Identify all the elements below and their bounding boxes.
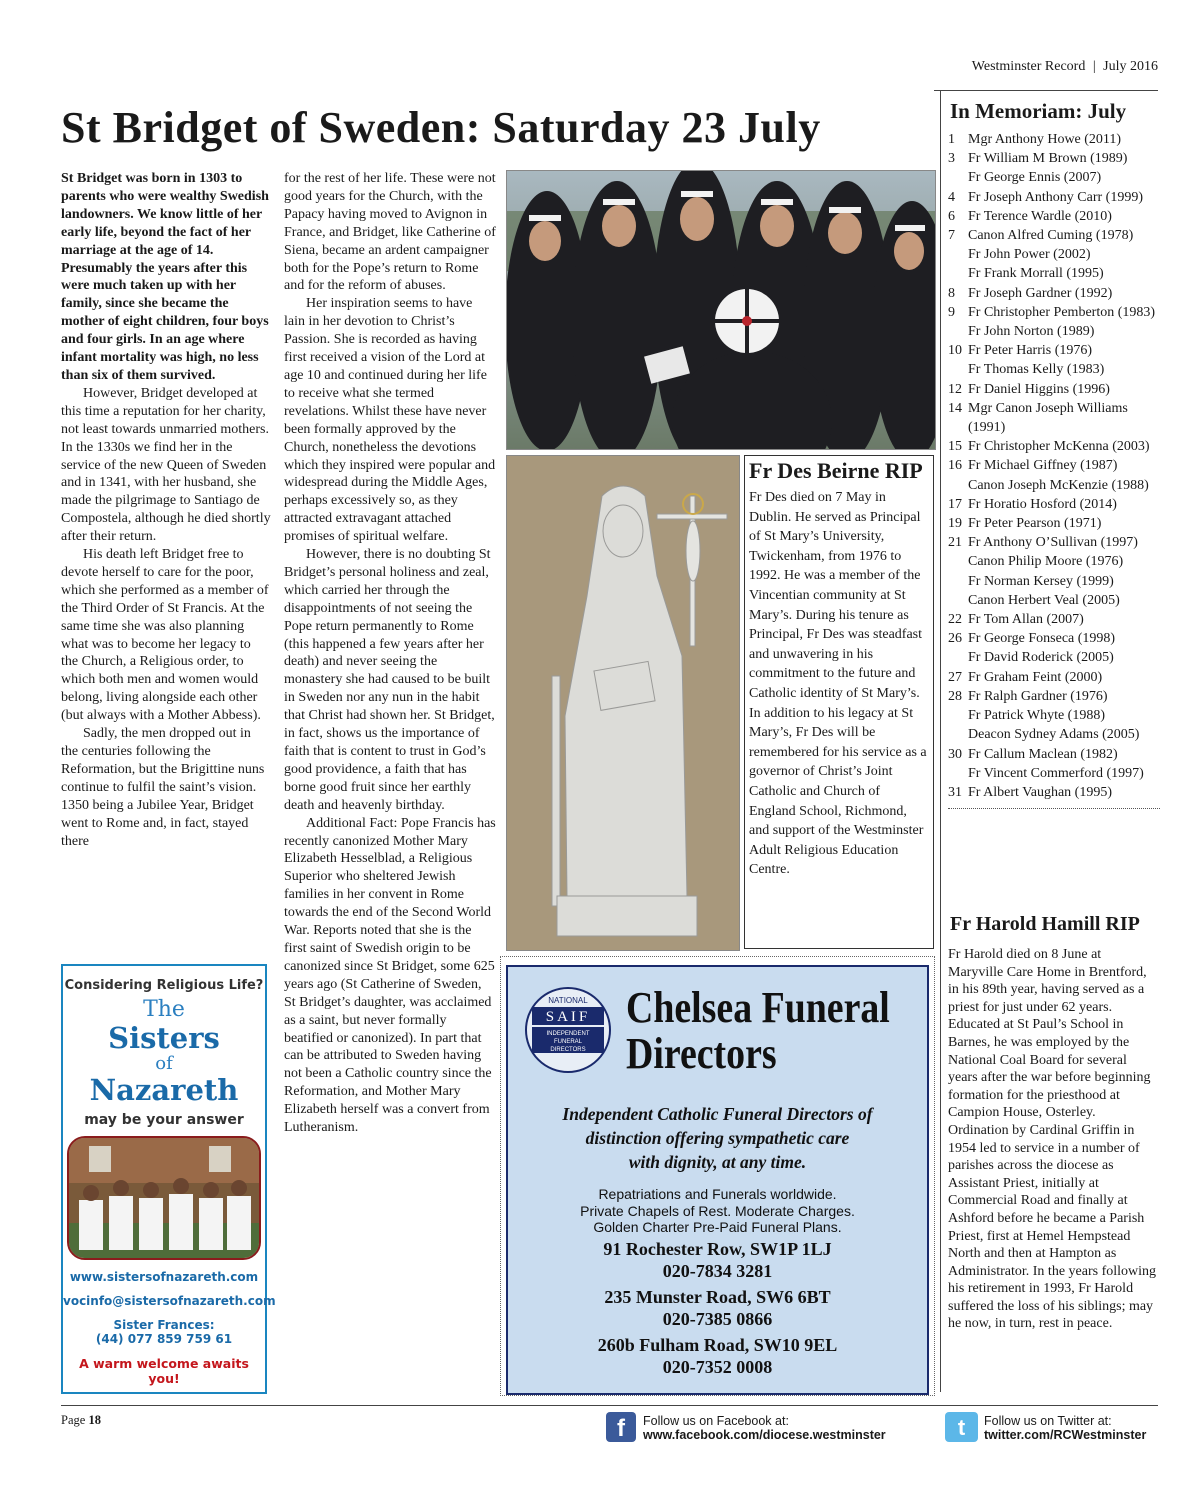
memoriam-entry	[948, 687, 1160, 706]
in-memoriam	[948, 99, 1160, 809]
memoriam-name: Fr Frank Morrall (1995)	[968, 266, 1104, 282]
publication-name: Westminster Record	[971, 59, 1086, 74]
memoriam-list	[948, 130, 1160, 802]
memoriam-entry	[948, 629, 1160, 648]
saif-logo-national: NATIONAL	[548, 996, 588, 1005]
memoriam-name: Fr Daniel Higgins (1996)	[968, 381, 1110, 397]
ad-nazareth-word: Nazareth	[89, 1073, 239, 1107]
tagline-line-2: distinction offering sympathetic care	[585, 1128, 850, 1148]
des-beirne-obituary	[744, 455, 934, 949]
memoriam-day	[948, 648, 968, 667]
memoriam-entry	[948, 264, 1160, 283]
memoriam-name: Canon Alfred Cuming (1978)	[968, 228, 1134, 244]
facebook-link[interactable]: www.facebook.com/diocese.westminster	[643, 1428, 886, 1442]
memoriam-entry	[948, 533, 1160, 552]
article-column-2	[284, 170, 496, 1137]
memoriam-entry	[948, 745, 1160, 764]
memoriam-day: 14	[948, 400, 962, 416]
memoriam-entry	[948, 322, 1160, 341]
memoriam-day: 12	[948, 381, 962, 397]
memoriam-name: Fr Michael Giffney (1987)	[968, 458, 1118, 474]
memoriam-name: Fr Albert Vaughan (1995)	[968, 784, 1112, 800]
memoriam-day	[948, 360, 968, 379]
memoriam-entry	[948, 226, 1160, 245]
sisters-of-nazareth-ad[interactable]	[61, 964, 276, 1394]
memoriam-day: 15	[948, 439, 962, 455]
facebook-follow[interactable]	[643, 1414, 886, 1442]
chelsea-funeral-ad[interactable]	[506, 965, 929, 1395]
memoriam-entry	[948, 245, 1160, 264]
memoriam-day: 16	[948, 458, 962, 474]
ad-the: The	[143, 997, 185, 1022]
phone-2[interactable]: 020-7385 0866	[662, 1308, 773, 1329]
memoriam-day	[948, 725, 968, 744]
nuns-photo-illustration	[507, 171, 935, 449]
statue-photo	[506, 455, 740, 951]
memoriam-name: Canon Herbert Veal (2005)	[968, 592, 1120, 608]
memoriam-name: Mgr Anthony Howe (2011)	[968, 132, 1122, 147]
saif-logo-text: SAIF	[545, 1009, 591, 1025]
memoriam-name: Canon Joseph McKenzie (1988)	[968, 477, 1149, 493]
service-line-1: Repatriations and Funerals worldwide.	[598, 1186, 837, 1202]
twitter-text: Follow us on Twitter at:	[984, 1414, 1112, 1428]
memoriam-name: Fr Graham Feint (2000)	[968, 669, 1103, 685]
memoriam-entry	[948, 514, 1160, 533]
statue-illustration	[507, 456, 739, 950]
company-name-line-1: Chelsea Funeral	[626, 983, 890, 1032]
memoriam-name: Fr Ralph Gardner (1976)	[968, 688, 1108, 704]
memoriam-day: 31	[948, 784, 962, 800]
des-beirne-body: Fr Des died on 7 May in Dublin. He served as Principal of St Mary’s University, Twickenham, from 1976 to 1992. He was a member of the Vincentian community at St Mary’s. During his tenure as Principal, Fr Des was steadfast and unwavering in his commitment to the future and Catholic identity of St Mary’s. In addition to his legacy at St Mary’s, Fr Des will be remembered for his service as a governor of Christ’s Joint Catholic and Church of England School, Richmond, and support of the Westminster Adult Religious Education Centre.	[749, 490, 927, 878]
memoriam-day	[948, 591, 968, 610]
phone-1[interactable]: 020-7834 3281	[662, 1260, 773, 1281]
page-label: Page	[61, 1413, 86, 1427]
memoriam-divider	[948, 808, 1160, 809]
memoriam-entry	[948, 188, 1160, 207]
top-rule	[934, 90, 1158, 91]
memoriam-entry	[948, 552, 1160, 571]
memoriam-title: In Memoriam: July	[950, 99, 1127, 123]
memoriam-entry	[948, 783, 1160, 802]
address-3: 260b Fulham Road, SW10 9EL	[597, 1335, 838, 1355]
page-number	[61, 1413, 101, 1428]
memoriam-day: 3	[948, 151, 955, 167]
memoriam-day: 28	[948, 688, 962, 704]
memoriam-entry	[948, 168, 1160, 187]
twitter-icon[interactable]: t	[945, 1412, 978, 1442]
service-line-3: Golden Charter Pre-Paid Funeral Plans.	[593, 1219, 842, 1235]
ad-website-link[interactable]: www.sistersofnazareth.com	[69, 1270, 259, 1284]
memoriam-entry	[948, 725, 1160, 744]
company-name-line-2: Directors	[626, 1029, 777, 1078]
memoriam-entry	[948, 380, 1160, 399]
memoriam-name: Fr John Norton (1989)	[968, 324, 1095, 340]
memoriam-day	[948, 572, 968, 591]
memoriam-name: Fr Peter Harris (1976)	[968, 343, 1093, 359]
memoriam-name: Canon Philip Moore (1976)	[968, 554, 1124, 570]
memoriam-name: Fr Callum Maclean (1982)	[968, 746, 1118, 762]
memoriam-day: 21	[948, 535, 962, 551]
memoriam-day	[948, 322, 968, 341]
memoriam-entry	[948, 284, 1160, 303]
memoriam-day	[948, 168, 968, 187]
facebook-text: Follow us on Facebook at:	[643, 1414, 789, 1428]
memoriam-day: 1	[948, 132, 955, 147]
ad-of: of	[155, 1053, 173, 1074]
memoriam-entry	[948, 207, 1160, 226]
memoriam-entry	[948, 399, 1160, 437]
memoriam-entry	[948, 591, 1160, 610]
memoriam-entry	[948, 341, 1160, 360]
memoriam-entry	[948, 668, 1160, 687]
footer-rule	[61, 1405, 1158, 1406]
article-paragraph: Additional Fact: Pope Francis has recently canonized Mother Mary Elizabeth Hesselblad, a Religious Superior who sheltered Jewish families in her convent in Rome towards the end of the Second World War. Reports noted that she is the first saint of Swedish origin to be canonized since St Bridget, some 625 years ago (St Catherine of Sweden, St Bridget’s daughter, was acclaimed as a saint, but never formally beatified or canonized). In part that can be attributed to Sweden having not been a Catholic country since the Reformation, and Mother Mary Elizabeth herself was a convert from Lutheranism.	[284, 815, 496, 1136]
memoriam-day: 30	[948, 746, 962, 762]
memoriam-day	[948, 245, 968, 264]
article-paragraph: However, Bridget developed at this time a reputation for her charity, not least towards unmarried mothers. In the 1330s we find her in the service of the new Queen of Sweden and in 1341, with her husband, she made the pilgrimage to Santiago de Compostela, although he died shortly after their return.	[61, 385, 271, 545]
article-paragraph: for the rest of her life. These were not good years for the Church, with the Papacy having moved to Avignon in France, and Bridget, like Catherine of Siena, became an ardent campaigner both for the Pope’s return to Rome and for the reform of abuses.	[284, 171, 496, 294]
memoriam-entry	[948, 764, 1160, 783]
saif-logo-line1: INDEPENDENT	[546, 1031, 590, 1037]
memoriam-day: 8	[948, 285, 955, 301]
funeral-addresses	[508, 1239, 927, 1378]
issue-date: July 2016	[1103, 59, 1158, 74]
phone-3[interactable]: 020-7352 0008	[662, 1356, 773, 1377]
ad-answer: may be your answer	[84, 1112, 244, 1128]
memoriam-day	[948, 264, 968, 283]
saif-logo-line3: DIRECTORS	[550, 1047, 586, 1053]
memoriam-entry	[948, 476, 1160, 495]
funeral-company-name	[626, 985, 890, 1077]
harold-title: Fr Harold Hamill RIP	[950, 913, 1140, 935]
memoriam-day: 19	[948, 516, 962, 532]
column-divider	[940, 90, 941, 1392]
memoriam-name: Fr Terence Wardle (2010)	[968, 208, 1112, 224]
memoriam-entry	[948, 437, 1160, 456]
memoriam-day	[948, 706, 968, 725]
article-column-1	[61, 170, 271, 850]
memoriam-entry	[948, 648, 1160, 667]
memoriam-name: Fr George Fonseca (1998)	[968, 631, 1116, 647]
ad-contact-phone: (44) 077 859 759 61	[95, 1332, 233, 1346]
harold-hamill-obituary	[948, 913, 1158, 1333]
memoriam-day: 10	[948, 343, 962, 359]
memoriam-name: Fr Vincent Commerford (1997)	[968, 765, 1144, 781]
memoriam-name: Fr Tom Allan (2007)	[968, 612, 1084, 628]
memoriam-day: 9	[948, 304, 955, 320]
facebook-icon[interactable]: f	[606, 1412, 636, 1442]
issue-line	[972, 59, 1158, 75]
sisters-group-photo	[67, 1136, 261, 1260]
memoriam-name: Fr George Ennis (2007)	[968, 170, 1102, 186]
sisters-group-illustration	[69, 1138, 259, 1258]
memoriam-entry	[948, 610, 1160, 629]
memoriam-name: Fr Christopher Pemberton (1983)	[968, 304, 1156, 320]
service-line-2: Private Chapels of Rest. Moderate Charges.	[580, 1202, 855, 1219]
ad-email-link[interactable]: vocinfo@sistersofnazareth.com	[63, 1294, 276, 1308]
address-1: 91 Rochester Row, SW1P 1LJ	[603, 1239, 832, 1259]
memoriam-name: Fr Thomas Kelly (1983)	[968, 362, 1105, 378]
twitter-link[interactable]: twitter.com/RCWestminster	[984, 1428, 1147, 1442]
memoriam-entry	[948, 456, 1160, 475]
article-paragraph: Her inspiration seems to have lain in her devotion to Christ’s Passion. She is recorded as having first received a vision of the Lord at age 10 and continued during her life to receive what she termed revelations. Whilst these have never been formally approved by the Church, nonetheless the devotions which they inspired were popular and widespread during the Middle Ages, perhaps excessively so, as they attracted extravagant attached promises of spiritual welfare.	[284, 296, 496, 545]
memoriam-entry	[948, 495, 1160, 514]
article-lead-paragraph: St Bridget was born in 1303 to parents who were wealthy Swedish landowners. We know little of her early life, beyond the fact of her marriage at the age of 14. Presumably the years after this were much taken up with her family, since she became the mother of eight children, four boys and four girls. In an age where infant mortality was high, no less than six of them survived.	[61, 171, 269, 383]
memoriam-name: Mgr Canon Joseph Williams (1991)	[968, 400, 1128, 436]
article-paragraph: Sadly, the men dropped out in the centuries following the Reformation, but the Brigittine nuns continue to fulfil the saint’s vision. 1350 being a Jubilee Year, Bridget went to Rome and, in fact, stayed there	[61, 726, 265, 849]
memoriam-name: Fr Norman Kersey (1999)	[968, 573, 1114, 589]
memoriam-day: 27	[948, 669, 962, 685]
memoriam-name: Fr Joseph Gardner (1992)	[968, 285, 1113, 301]
memoriam-name: Fr Patrick Whyte (1988)	[968, 708, 1105, 724]
memoriam-day: 17	[948, 496, 962, 512]
tagline-line-1: Independent Catholic Funeral Directors of	[562, 1104, 873, 1124]
address-2: 235 Munster Road, SW6 6BT	[604, 1287, 831, 1307]
memoriam-name: Fr Joseph Anthony Carr (1999)	[968, 189, 1143, 205]
ad-welcome: A warm welcome awaits you!	[79, 1356, 249, 1386]
memoriam-entry	[948, 706, 1160, 725]
saif-logo-icon	[518, 985, 618, 1075]
memoriam-entry	[948, 572, 1160, 591]
issue-separator: |	[1092, 59, 1096, 74]
memoriam-name: Fr John Power (2002)	[968, 247, 1091, 263]
ad-sisters-word: Sisters	[108, 1021, 220, 1055]
article-title: St Bridget of Sweden: Saturday 23 July	[61, 103, 821, 152]
funeral-services	[508, 1186, 927, 1236]
harold-body: Fr Harold died on 8 June at Maryville Care Home in Brentford, in his 89th year, having served as a priest for just under 62 years. Educated at St Paul’s School in Barnes, he was employed by the National Coal Board for several years after the war before beginning formation for the priesthood at Campion House, Osterley. Ordination by Cardinal Griffin in 1954 led to service in a number of parishes across the diocese as Assistant Priest, initially at Commercial Road and finally at Ashford before he became a Parish Priest, first at Hemel Hempstead North and then at Hampton as Administrator. In the years following his retirement in 1993, Fr Harold suffered the loss of his siblings; may he now, in turn, rest in peace.	[948, 947, 1157, 1332]
memoriam-day: 22	[948, 612, 962, 628]
article-paragraph: His death left Bridget free to devote herself to care for the poor, which she performed as a member of the Third Order of St Francis. At the same time she was also planning what was to become her legacy to the Church, a Religious order, to which both men and women would belong, living alongside each other (but always with a Mother Abbess).	[61, 547, 269, 724]
twitter-follow[interactable]	[984, 1414, 1146, 1442]
des-beirne-title: Fr Des Beirne RIP	[749, 458, 923, 483]
page-number-value: 18	[88, 1413, 101, 1427]
nuns-photo	[506, 170, 936, 450]
ad-contact-name: Sister Frances:	[113, 1318, 215, 1332]
memoriam-day	[948, 552, 968, 571]
memoriam-entry	[948, 303, 1160, 322]
ad-header: Considering Religious Life?	[64, 978, 264, 993]
saif-logo-line2: FUNERAL	[553, 1039, 583, 1045]
memoriam-day	[948, 764, 968, 783]
memoriam-name: Fr David Roderick (2005)	[968, 650, 1114, 666]
memoriam-name: Fr William M Brown (1989)	[968, 151, 1128, 167]
tagline-line-3: with dignity, at any time.	[628, 1152, 807, 1172]
memoriam-day: 4	[948, 189, 955, 205]
memoriam-entry	[948, 360, 1160, 379]
memoriam-day: 6	[948, 208, 955, 224]
memoriam-name: Fr Anthony O’Sullivan (1997)	[968, 535, 1138, 551]
funeral-tagline	[508, 1102, 927, 1174]
memoriam-name: Deacon Sydney Adams (2005)	[968, 727, 1140, 743]
memoriam-name: Fr Christopher McKenna (2003)	[968, 439, 1150, 455]
memoriam-name: Fr Horatio Hosford (2014)	[968, 496, 1117, 512]
memoriam-day: 7	[948, 228, 955, 244]
article-paragraph: However, there is no doubting St Bridget’s personal holiness and zeal, which carried her through the disappointments of not seeing the Pope return permanently to Rome (this happened a few years after her death) and never seeing the monastery she had caused to be built in Sweden nor any nun in the habit that Christ had shown her. St Bridget, in fact, shows us the importance of faith that is content to trust in God’s good providence, a faith that has borne good fruit since her earthly death and heavenly birthday.	[284, 547, 495, 813]
memoriam-day: 26	[948, 631, 962, 647]
memoriam-name: Fr Peter Pearson (1971)	[968, 516, 1102, 532]
memoriam-day	[948, 476, 968, 495]
memoriam-entry	[948, 130, 1160, 149]
memoriam-entry	[948, 149, 1160, 168]
